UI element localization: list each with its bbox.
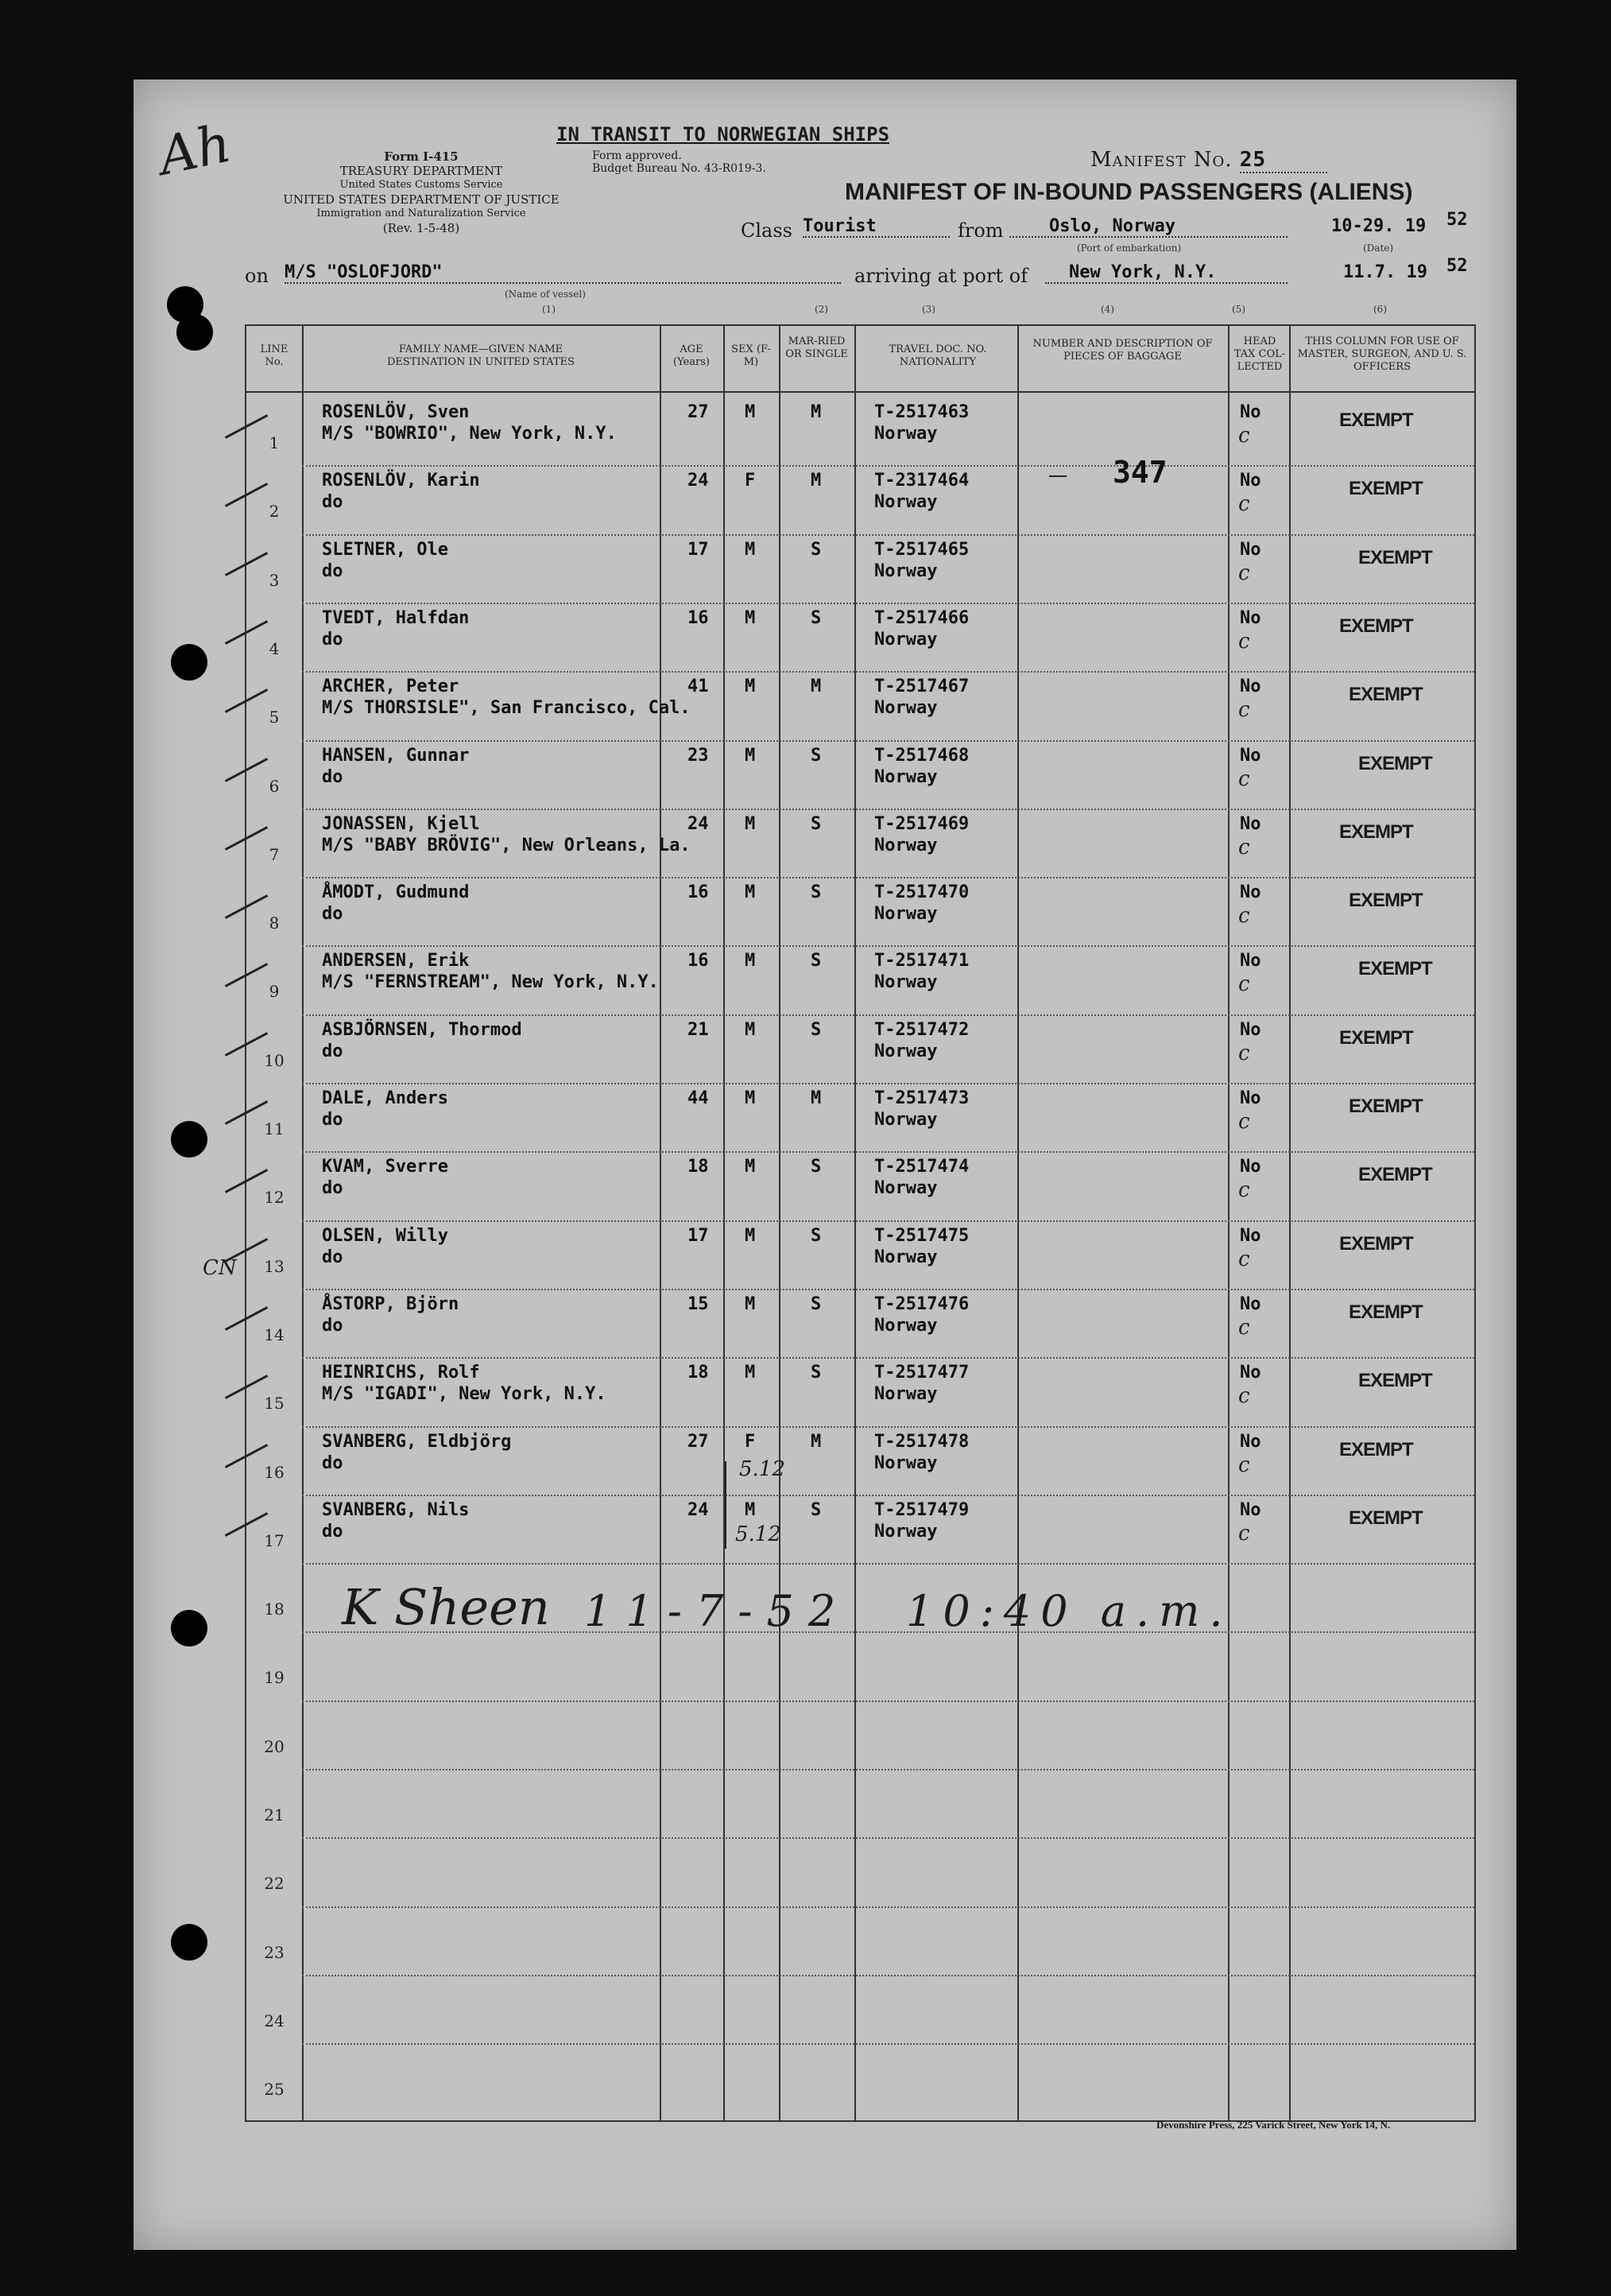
- passenger-marital-status: S: [811, 951, 822, 972]
- passenger-name: TVEDT, Halfdan: [322, 607, 470, 628]
- head-tax-collected: No: [1240, 951, 1261, 972]
- passenger-age: 44: [687, 1088, 709, 1108]
- passenger-name: JONASSEN, Kjell: [322, 813, 480, 834]
- manifest-label: Manifest No.: [1090, 148, 1233, 172]
- passenger-marital-status: M: [811, 1431, 822, 1452]
- travel-doc-number: T-2517463: [874, 402, 970, 422]
- passenger-table: [245, 324, 1476, 2122]
- officer-exempt-stamp: EXEMPT: [1358, 752, 1432, 774]
- passenger-destination: do: [322, 1521, 343, 1542]
- passenger-marital-status: S: [811, 745, 822, 766]
- travel-doc-number: T-2517474: [874, 1157, 970, 1177]
- arrival-date: 11.7. 19: [1343, 262, 1427, 282]
- passenger-sex: M: [745, 1019, 756, 1040]
- line-number: 7: [269, 844, 280, 864]
- nationality: Norway: [874, 1521, 938, 1542]
- passenger-age: 21: [687, 1019, 709, 1040]
- passenger-age: 17: [687, 1225, 709, 1246]
- line-number: 5: [269, 708, 280, 727]
- nationality: Norway: [874, 1041, 938, 1061]
- binder-hole: [171, 1121, 207, 1158]
- baggage-count: 347: [1113, 455, 1168, 490]
- passenger-sex: M: [745, 1499, 756, 1520]
- passenger-destination: do: [322, 1110, 343, 1130]
- passenger-destination: do: [322, 1452, 343, 1473]
- signature-date: 11-7-52: [584, 1586, 850, 1636]
- approval-line-1: Form approved.: [592, 149, 682, 162]
- travel-doc-number: T-2517468: [874, 745, 970, 766]
- arriving-label: arriving at port of: [854, 265, 1028, 287]
- passenger-name: SVANBERG, Nils: [322, 1499, 470, 1520]
- head-tax-check-mark: c: [1238, 1315, 1250, 1340]
- nationality: Norway: [874, 1247, 938, 1267]
- passenger-sex: M: [745, 1157, 756, 1177]
- head-tax-collected: No: [1240, 607, 1261, 628]
- head-tax-collected: No: [1240, 1363, 1261, 1383]
- from-caption: (Port of embarkation): [1077, 242, 1182, 254]
- manifest-number: 25: [1240, 148, 1327, 173]
- travel-doc-number: T-2517469: [874, 813, 970, 834]
- officer-exempt-stamp: EXEMPT: [1358, 1164, 1432, 1186]
- passenger-age: 17: [687, 539, 709, 560]
- head-tax-check-mark: c: [1238, 1110, 1250, 1134]
- passenger-sex: M: [745, 951, 756, 972]
- passenger-marital-status: M: [811, 1088, 822, 1108]
- binder-hole: [171, 1610, 207, 1646]
- nationality: Norway: [874, 424, 938, 444]
- line-number: 4: [269, 638, 280, 658]
- date-value: 10-29. 19: [1331, 216, 1427, 236]
- manifest-number-line: [1090, 148, 1327, 173]
- passenger-name: DALE, Anders: [322, 1088, 448, 1108]
- nationality: Norway: [874, 1452, 938, 1473]
- passenger-sex: M: [745, 745, 756, 766]
- head-tax-check-mark: c: [1238, 492, 1250, 517]
- head-tax-check-mark: c: [1238, 698, 1250, 723]
- baggage-dash: [1049, 475, 1067, 477]
- arrival-port: New York, N.Y.: [1045, 262, 1288, 284]
- column-baggage: NUMBER AND DESCRIPTION OF PIECES OF BAGGAGE: [1032, 338, 1213, 363]
- travel-doc-number: T-2317464: [874, 471, 970, 491]
- passenger-name: ASBJÖRNSEN, Thormod: [322, 1019, 522, 1040]
- passenger-age: 27: [687, 1431, 709, 1452]
- line-number: 19: [264, 1668, 285, 1688]
- arrival-year: 52: [1446, 256, 1468, 276]
- passenger-sex: M: [745, 1225, 756, 1246]
- line-number: 14: [264, 1324, 285, 1344]
- line-number: 21: [264, 1805, 285, 1825]
- travel-doc-number: T-2517471: [874, 951, 970, 972]
- head-tax-collected: No: [1240, 402, 1261, 422]
- nationality: Norway: [874, 1315, 938, 1336]
- officer-exempt-stamp: EXEMPT: [1349, 890, 1423, 912]
- head-tax-check-mark: c: [1238, 1041, 1250, 1065]
- officer-exempt-stamp: EXEMPT: [1349, 1507, 1423, 1529]
- date-year: 52: [1446, 210, 1468, 230]
- passenger-sex: M: [745, 539, 756, 560]
- passenger-name: HANSEN, Gunnar: [322, 745, 470, 766]
- vessel-column-marker: (1): [542, 304, 556, 315]
- margin-note: CN: [203, 1256, 237, 1280]
- nationality: Norway: [874, 972, 938, 993]
- class-label: Class: [741, 219, 792, 242]
- date-caption: (Date): [1363, 242, 1394, 254]
- column-travel-doc: TRAVEL DOC. NO. NATIONALITY: [889, 343, 987, 368]
- passenger-destination: M/S "FERNSTREAM", New York, N.Y.: [322, 972, 659, 993]
- printer-imprint: Devonshire Press, 225 Varick Street, New York 14, N.: [1156, 2119, 1391, 2131]
- passenger-marital-status: S: [811, 1157, 822, 1177]
- passenger-age: 18: [687, 1363, 709, 1383]
- passenger-name: SLETNER, Ole: [322, 539, 448, 560]
- head-tax-check-mark: c: [1238, 629, 1250, 654]
- line-number: 15: [264, 1394, 285, 1414]
- travel-doc-number: T-2517475: [874, 1225, 970, 1246]
- passenger-name: ANDERSEN, Erik: [322, 951, 470, 972]
- head-tax-check-mark: c: [1238, 904, 1250, 929]
- passenger-sex: M: [745, 813, 756, 834]
- passenger-sex: F: [745, 471, 756, 491]
- passenger-name: ÅMODT, Gudmund: [322, 882, 470, 903]
- passenger-marital-status: M: [811, 402, 822, 422]
- line-number: 18: [264, 1600, 285, 1619]
- travel-doc-number: T-2517478: [874, 1431, 970, 1452]
- nationality: Norway: [874, 904, 938, 925]
- line-number: 25: [264, 2080, 285, 2100]
- form-number: Form I-415: [384, 149, 459, 164]
- passenger-name: OLSEN, Willy: [322, 1225, 448, 1246]
- passenger-marital-status: S: [811, 1225, 822, 1246]
- nationality: Norway: [874, 1110, 938, 1130]
- travel-doc-number: T-2517466: [874, 607, 970, 628]
- column-officers: THIS COLUMN FOR USE OF MASTER, SURGEON, AND U. S. OFFICERS: [1297, 335, 1467, 373]
- passenger-destination: do: [322, 1315, 343, 1336]
- line-number: 10: [264, 1050, 285, 1070]
- line-number: 9: [269, 982, 280, 1002]
- passenger-age: 24: [687, 813, 709, 834]
- col-marker-4: (4): [1101, 304, 1114, 315]
- justice-department: UNITED STATES DEPARTMENT OF JUSTICE: [283, 192, 560, 207]
- passenger-age: 23: [687, 745, 709, 766]
- head-tax-check-mark: c: [1238, 560, 1250, 585]
- nationality: Norway: [874, 835, 938, 855]
- column-destination-label: DESTINATION IN UNITED STATES: [386, 356, 575, 368]
- passenger-age: 15: [687, 1293, 709, 1314]
- form-issuer-block: [238, 149, 604, 235]
- line-number: 6: [269, 776, 280, 796]
- passenger-name: ROSENLÖV, Sven: [322, 402, 470, 422]
- customs-service: United States Customs Service: [339, 179, 503, 191]
- head-tax-collected: No: [1240, 1499, 1261, 1520]
- column-age: AGE (Years): [673, 343, 710, 368]
- passenger-name: KVAM, Sverre: [322, 1157, 448, 1177]
- passenger-marital-status: S: [811, 813, 822, 834]
- vessel-name: M/S "OSLOFJORD": [285, 262, 841, 284]
- line-number: 2: [269, 502, 280, 522]
- line-number: 3: [269, 570, 280, 590]
- ins-service: Immigration and Naturalization Service: [316, 207, 526, 219]
- head-tax-check-mark: c: [1238, 1247, 1250, 1271]
- passenger-sex: M: [745, 1363, 756, 1383]
- officer-exempt-stamp: EXEMPT: [1349, 1301, 1423, 1323]
- passenger-sex: M: [745, 402, 756, 422]
- head-tax-check-mark: c: [1238, 1384, 1250, 1409]
- line-number: 1: [269, 433, 280, 452]
- binder-hole: [176, 314, 213, 351]
- nationality: Norway: [874, 560, 938, 581]
- officer-exempt-stamp: EXEMPT: [1349, 478, 1423, 500]
- from-value: Oslo, Norway: [1009, 216, 1288, 238]
- column-line-no: LINE No.: [260, 343, 289, 368]
- head-tax-collected: No: [1240, 1157, 1261, 1177]
- age-bracket: [725, 1461, 726, 1549]
- line-number: 23: [264, 1942, 285, 1962]
- passenger-sex: M: [745, 677, 756, 697]
- nationality: Norway: [874, 698, 938, 719]
- passenger-destination: do: [322, 1178, 343, 1199]
- line-number: 11: [264, 1119, 285, 1138]
- passenger-name: HEINRICHS, Rolf: [322, 1363, 480, 1383]
- passenger-name: ÅSTORP, Björn: [322, 1293, 459, 1314]
- passenger-destination: do: [322, 1041, 343, 1061]
- approval-block: [592, 149, 766, 175]
- passenger-marital-status: S: [811, 882, 822, 903]
- passenger-name: ROSENLÖV, Karin: [322, 471, 480, 491]
- binder-hole: [171, 1924, 207, 1961]
- passenger-marital-status: S: [811, 1293, 822, 1314]
- officer-exempt-stamp: EXEMPT: [1349, 684, 1423, 706]
- passenger-destination: do: [322, 629, 343, 650]
- manifest-title: MANIFEST OF IN-BOUND PASSENGERS (ALIENS): [845, 179, 1413, 205]
- approval-line-2: Budget Bureau No. 43-R019-3.: [592, 162, 766, 175]
- column-name-label: FAMILY NAME—GIVEN NAME: [398, 343, 563, 355]
- col-marker-5: (5): [1232, 304, 1245, 315]
- col-marker-2: (2): [815, 304, 828, 315]
- officer-exempt-stamp: EXEMPT: [1339, 1026, 1413, 1049]
- travel-doc-number: T-2517473: [874, 1088, 970, 1108]
- head-tax-collected: No: [1240, 882, 1261, 903]
- officer-exempt-stamp: EXEMPT: [1349, 1096, 1423, 1117]
- nationality: Norway: [874, 629, 938, 650]
- passenger-destination: do: [322, 1247, 343, 1267]
- travel-doc-number: T-2517470: [874, 882, 970, 903]
- head-tax-check-mark: c: [1238, 1452, 1250, 1477]
- passenger-marital-status: S: [811, 539, 822, 560]
- transit-title: IN TRANSIT TO NORWEGIAN SHIPS: [556, 123, 890, 145]
- passenger-destination: M/S THORSISLE", San Francisco, Cal.: [322, 698, 691, 719]
- travel-doc-number: T-2517476: [874, 1293, 970, 1314]
- passenger-destination: M/S "BOWRIO", New York, N.Y.: [322, 424, 617, 444]
- travel-doc-number: T-2517472: [874, 1019, 970, 1040]
- passenger-marital-status: M: [811, 677, 822, 697]
- passenger-destination: M/S "BABY BRÖVIG", New Orleans, La.: [322, 835, 691, 855]
- passenger-age: 24: [687, 471, 709, 491]
- col-marker-3: (3): [922, 304, 935, 315]
- travel-doc-number: T-2517465: [874, 539, 970, 560]
- head-tax-collected: No: [1240, 745, 1261, 766]
- passenger-age: 16: [687, 951, 709, 972]
- line-number: 17: [264, 1530, 285, 1550]
- passenger-age: 16: [687, 882, 709, 903]
- line-number: 13: [264, 1256, 285, 1276]
- passenger-age: 27: [687, 402, 709, 422]
- from-label: from: [958, 219, 1004, 242]
- passenger-name: ARCHER, Peter: [322, 677, 459, 697]
- officer-exempt-stamp: EXEMPT: [1358, 958, 1432, 980]
- nationality: Norway: [874, 492, 938, 513]
- line-number: 16: [264, 1462, 285, 1482]
- passenger-destination: do: [322, 904, 343, 925]
- head-tax-collected: No: [1240, 677, 1261, 697]
- head-tax-collected: No: [1240, 1225, 1261, 1246]
- vessel-caption: (Name of vessel): [505, 289, 586, 300]
- line-number: 8: [269, 913, 280, 933]
- treasury-department: TREASURY DEPARTMENT: [339, 164, 503, 178]
- travel-doc-number: T-2517467: [874, 677, 970, 697]
- officer-exempt-stamp: EXEMPT: [1358, 546, 1432, 568]
- head-tax-check-mark: c: [1238, 1178, 1250, 1203]
- officer-exempt-stamp: EXEMPT: [1339, 1232, 1413, 1255]
- line-number: 24: [264, 2011, 285, 2030]
- officer-exempt-stamp: EXEMPT: [1339, 615, 1413, 637]
- column-head-tax: HEAD TAX COL-LECTED: [1233, 335, 1286, 373]
- head-tax-check-mark: c: [1238, 835, 1250, 859]
- passenger-age: 41: [687, 677, 709, 697]
- form-revision: (Rev. 1-5-48): [382, 221, 460, 235]
- passenger-name: SVANBERG, Eldbjörg: [322, 1431, 512, 1452]
- head-tax-check-mark: c: [1238, 424, 1250, 448]
- head-tax-collected: No: [1240, 539, 1261, 560]
- head-tax-collected: No: [1240, 813, 1261, 834]
- age-note-2: 5.12: [735, 1522, 781, 1546]
- column-name: [306, 343, 656, 369]
- officer-exempt-stamp: EXEMPT: [1339, 409, 1413, 431]
- nationality: Norway: [874, 766, 938, 787]
- signature: K Sheen: [342, 1578, 550, 1636]
- column-sex: SEX (F-M): [731, 343, 771, 368]
- signature-time: 10:40 a.m.: [906, 1586, 1233, 1636]
- head-tax-collected: No: [1240, 1019, 1261, 1040]
- line-number: 22: [264, 1874, 285, 1894]
- passenger-sex: M: [745, 1088, 756, 1108]
- head-tax-check-mark: c: [1238, 1521, 1250, 1546]
- passenger-sex: M: [745, 607, 756, 628]
- passenger-destination: M/S "IGADI", New York, N.Y.: [322, 1384, 606, 1405]
- on-label: on: [245, 265, 269, 287]
- passenger-destination: do: [322, 492, 343, 513]
- margin-initials: Ah: [153, 112, 237, 188]
- passenger-marital-status: S: [811, 1019, 822, 1040]
- column-married: MAR-RIED OR SINGLE: [785, 335, 848, 360]
- head-tax-check-mark: c: [1238, 972, 1250, 997]
- head-tax-collected: No: [1240, 1088, 1261, 1108]
- line-number: 12: [264, 1188, 285, 1208]
- class-value: Tourist: [803, 216, 950, 238]
- passenger-marital-status: S: [811, 1363, 822, 1383]
- line-number: 20: [264, 1736, 285, 1756]
- passenger-sex: M: [745, 882, 756, 903]
- nationality: Norway: [874, 1384, 938, 1405]
- passenger-sex: F: [745, 1431, 756, 1452]
- head-tax-collected: No: [1240, 1431, 1261, 1452]
- binder-hole: [171, 644, 207, 681]
- head-tax-collected: No: [1240, 471, 1261, 491]
- passenger-age: 16: [687, 607, 709, 628]
- nationality: Norway: [874, 1178, 938, 1199]
- head-tax-collected: No: [1240, 1293, 1261, 1314]
- travel-doc-number: T-2517477: [874, 1363, 970, 1383]
- head-tax-check-mark: c: [1238, 766, 1250, 791]
- officer-exempt-stamp: EXEMPT: [1339, 1438, 1413, 1460]
- passenger-marital-status: S: [811, 1499, 822, 1520]
- passenger-sex: M: [745, 1293, 756, 1314]
- travel-doc-number: T-2517479: [874, 1499, 970, 1520]
- passenger-age: 24: [687, 1499, 709, 1520]
- col-marker-6: (6): [1373, 304, 1387, 315]
- passenger-destination: do: [322, 766, 343, 787]
- passenger-age: 18: [687, 1157, 709, 1177]
- passenger-marital-status: M: [811, 471, 822, 491]
- officer-exempt-stamp: EXEMPT: [1358, 1370, 1432, 1392]
- passenger-destination: do: [322, 560, 343, 581]
- age-note-1: 5.12: [739, 1457, 785, 1481]
- officer-exempt-stamp: EXEMPT: [1339, 820, 1413, 843]
- passenger-marital-status: S: [811, 607, 822, 628]
